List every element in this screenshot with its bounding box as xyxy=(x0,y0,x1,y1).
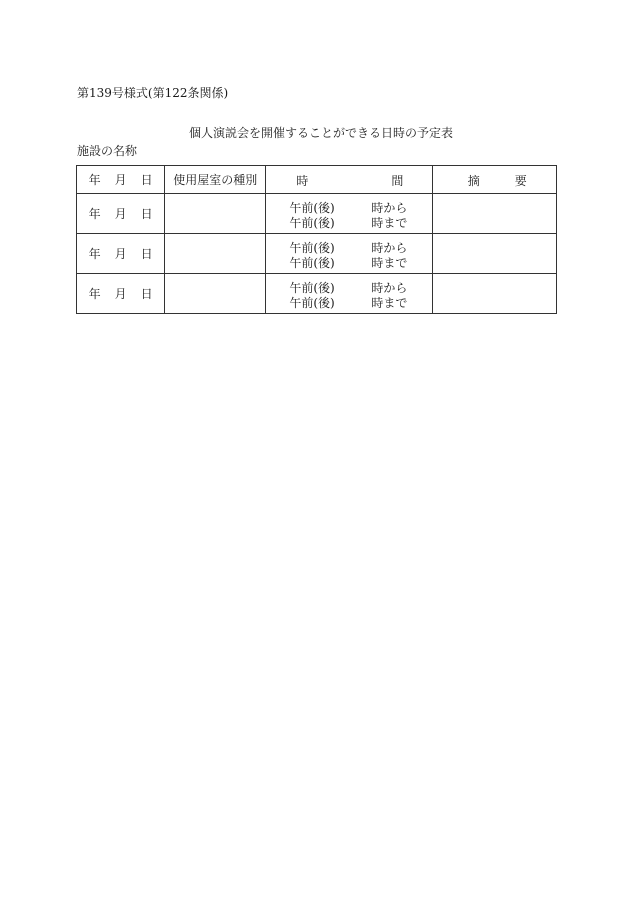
header-summary-teki: 摘 xyxy=(467,174,480,188)
room-type-cell[interactable] xyxy=(165,194,266,234)
header-summary-you: 要 xyxy=(514,174,527,188)
header-room-type: 使用屋室の種別 xyxy=(165,166,266,194)
date-cell[interactable] xyxy=(77,274,165,314)
start-suffix: 時から xyxy=(371,281,408,295)
summary-cell[interactable] xyxy=(432,194,556,234)
start-ampm: 午前(後) xyxy=(289,281,335,295)
header-time-kan: 間 xyxy=(391,174,404,188)
date-month: 月 xyxy=(114,247,127,261)
end-ampm: 午前(後) xyxy=(289,256,335,270)
header-summary xyxy=(432,166,556,194)
date-month: 月 xyxy=(114,207,127,221)
schedule-table xyxy=(76,165,557,314)
start-ampm: 午前(後) xyxy=(289,241,335,255)
end-time-line xyxy=(289,214,407,231)
form-number: 第139号様式(第122条関係) xyxy=(77,86,229,100)
date-day: 日 xyxy=(140,287,153,301)
start-suffix: 時から xyxy=(371,241,408,255)
end-time-line xyxy=(289,294,407,311)
time-cell[interactable] xyxy=(266,234,432,274)
facility-name-label: 施設の名称 xyxy=(77,144,138,158)
summary-cell[interactable] xyxy=(432,274,556,314)
start-suffix: 時から xyxy=(371,201,408,215)
summary-cell[interactable] xyxy=(432,234,556,274)
date-year: 年 xyxy=(88,247,101,261)
table-row xyxy=(77,274,557,314)
room-type-cell[interactable] xyxy=(165,274,266,314)
end-suffix: 時まで xyxy=(371,296,408,310)
header-year: 年 xyxy=(88,173,101,187)
header-month: 月 xyxy=(114,173,127,187)
header-time-ji: 時 xyxy=(296,174,309,188)
table-header-row xyxy=(77,166,557,194)
header-time xyxy=(266,166,432,194)
date-day: 日 xyxy=(140,247,153,261)
end-ampm: 午前(後) xyxy=(289,216,335,230)
end-suffix: 時まで xyxy=(371,256,408,270)
date-year: 年 xyxy=(88,207,101,221)
date-day: 日 xyxy=(140,207,153,221)
end-suffix: 時まで xyxy=(371,216,408,230)
date-cell[interactable] xyxy=(77,194,165,234)
document-title: 個人演説会を開催することができる日時の予定表 xyxy=(188,126,453,140)
start-ampm: 午前(後) xyxy=(289,201,335,215)
table-row xyxy=(77,234,557,274)
table-row xyxy=(77,194,557,234)
end-ampm: 午前(後) xyxy=(289,296,335,310)
end-time-line xyxy=(289,254,407,271)
date-cell[interactable] xyxy=(77,234,165,274)
time-cell[interactable] xyxy=(266,194,432,234)
date-month: 月 xyxy=(114,287,127,301)
date-year: 年 xyxy=(88,287,101,301)
time-cell[interactable] xyxy=(266,274,432,314)
header-day: 日 xyxy=(140,173,153,187)
room-type-cell[interactable] xyxy=(165,234,266,274)
header-date xyxy=(77,166,165,194)
